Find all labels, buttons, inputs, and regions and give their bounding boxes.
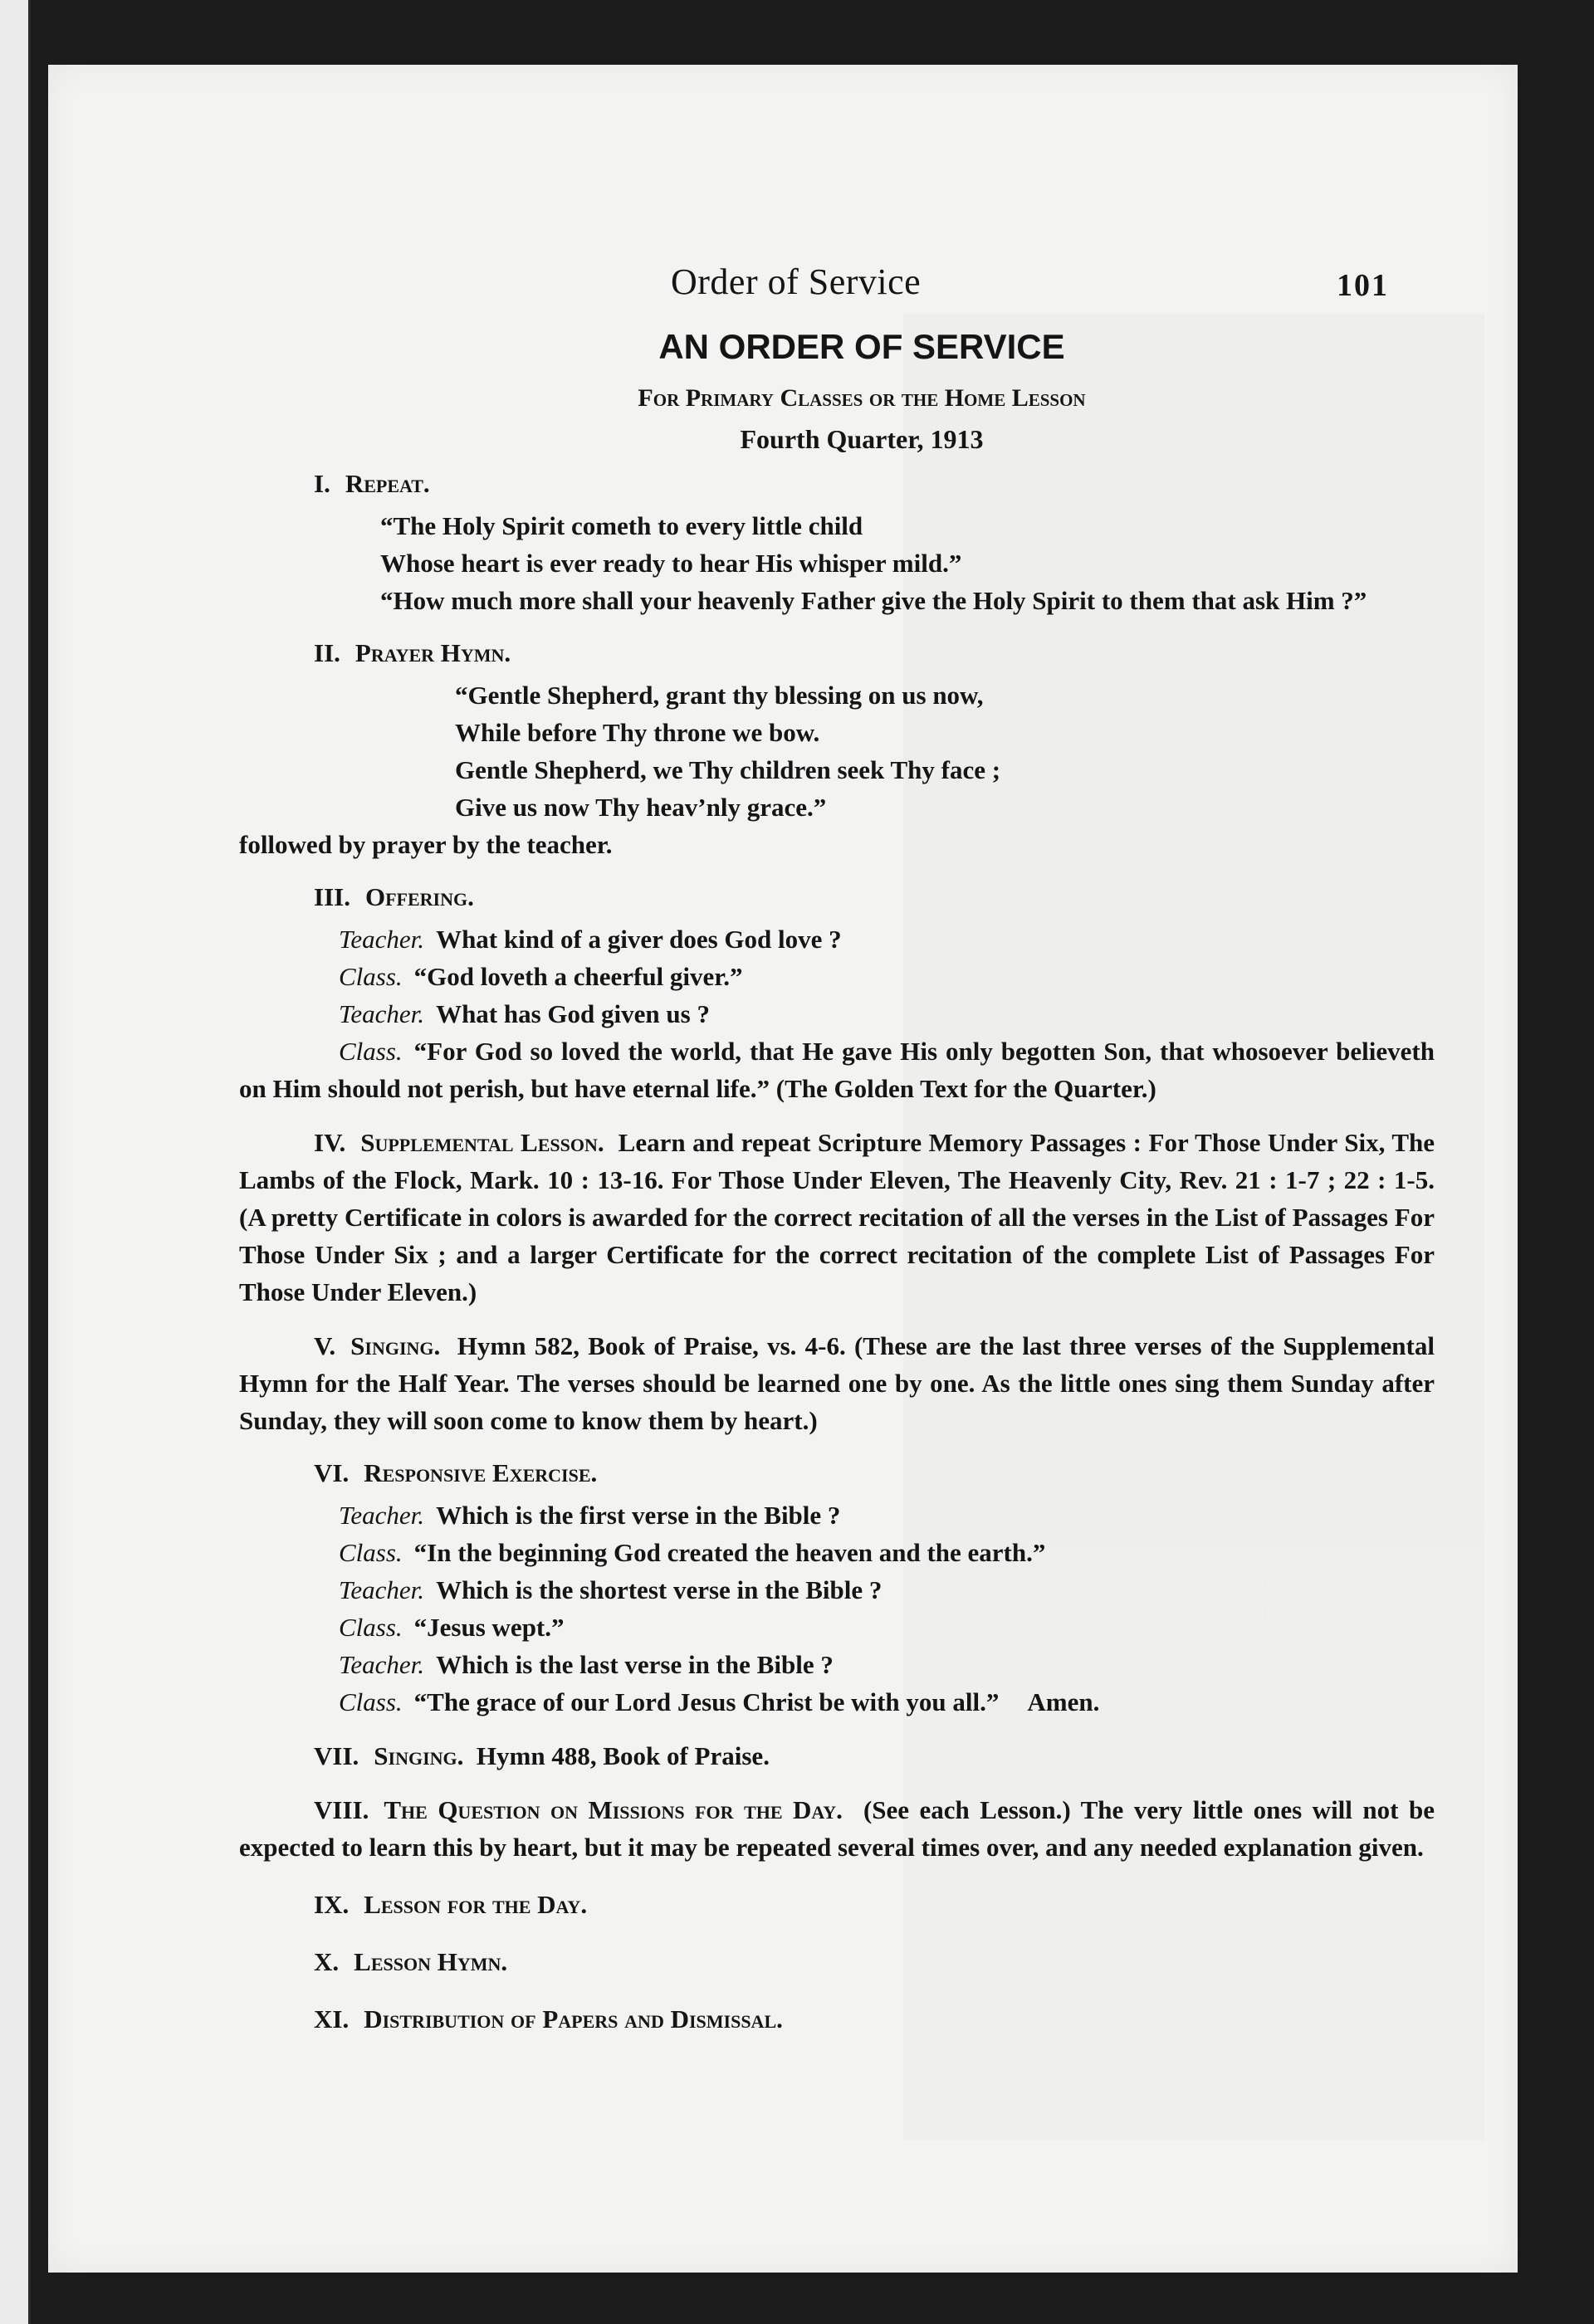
- section-heading-prayer-hymn: [314, 634, 1435, 671]
- running-head: [48, 257, 1518, 307]
- section-heading-repeat: [314, 465, 1435, 502]
- section-label: Singing.: [350, 1331, 441, 1360]
- section-heading-lesson: [314, 1886, 1435, 1923]
- section-singing: [239, 1327, 1435, 1439]
- section-heading-dismissal: [314, 2000, 1435, 2038]
- facing-page-edge: [0, 0, 31, 2324]
- section-number: IV.: [314, 1128, 346, 1157]
- speaker-label: Teacher.: [339, 999, 425, 1028]
- section-label: Supplemental Lesson.: [360, 1128, 604, 1157]
- section-number: III.: [314, 882, 350, 911]
- dialog-line: [339, 1609, 1435, 1646]
- hymn-line: Gentle Shepherd, we Thy children seek Thy face ;: [455, 755, 1001, 784]
- section-heading-lesson-hymn: [314, 1943, 1435, 1980]
- dialog-text: “God loveth a cheerful giver.”: [413, 962, 743, 991]
- hymn-line: While before Thy throne we bow.: [455, 718, 820, 747]
- section-text: (See each Lesson.) The very little ones will not be expected to learn this by heart, but it may be repeated several times over, and any needed explanation given.: [239, 1795, 1435, 1862]
- speaker-label: Class.: [339, 1687, 403, 1716]
- section-number: X.: [314, 1947, 340, 1976]
- quarter-label: Fourth Quarter, 1913: [740, 424, 984, 454]
- section-label: Singing.: [374, 1741, 464, 1770]
- speaker-label: Teacher.: [339, 1650, 425, 1679]
- dialog-text: Which is the last verse in the Bible ?: [436, 1650, 834, 1679]
- section-label: Distribution of Papers and Dismissal.: [364, 2004, 783, 2034]
- section-text: Hymn 582, Book of Praise, vs. 4-6. (These are the last three verses of the Supplemental Hymn for the Half Year. The verses should be learned one by one. As the little ones sing them Sunday after Sunday, they will soon come to know them by heart.): [239, 1331, 1435, 1435]
- repeat-line: “The Holy Spirit cometh to every little child: [380, 511, 863, 540]
- section-label: Offering.: [364, 882, 474, 911]
- section-number: XI.: [314, 2004, 350, 2034]
- dialog-text: “In the beginning God created the heaven and the earth.”: [413, 1538, 1046, 1567]
- speaker-label: Teacher.: [339, 1575, 425, 1604]
- dialog-text: What has God given us ?: [436, 999, 710, 1028]
- dialog-line: [339, 1646, 1435, 1683]
- book-page: [48, 65, 1518, 2273]
- page-body: [239, 324, 1435, 2041]
- section-label: Lesson Hymn.: [354, 1947, 508, 1976]
- dialog-line: [339, 995, 1435, 1033]
- speaker-label: Class.: [339, 1037, 403, 1066]
- speaker-label: Class.: [339, 1538, 403, 1567]
- responsive-dialog: [239, 1496, 1435, 1721]
- section-heading-offering: [314, 878, 1435, 915]
- dialog-paragraph: [239, 1033, 1435, 1107]
- section-number: VII.: [314, 1741, 359, 1770]
- page-subtitle: For Primary Classes or the Home Lesson: [638, 384, 1086, 412]
- running-title: Order of Service: [671, 261, 922, 302]
- dialog-text: Which is the shortest verse in the Bible ?: [436, 1575, 883, 1604]
- section-text: Learn and repeat Scripture Memory Passages : For Those Under Six, The Lambs of the Flock, Mark. 10 : 13-16. For Those Under Eleven, The Heavenly City, Rev. 21 : 1-7 ; 22 : 1-5. (A pretty Certificate in colors is awarded for the correct recitation of all the verses in the List of Passages For Those Under Six ; and a larger Certificate for the correct recitation of the complete List of Passages For Those Under Eleven.): [239, 1128, 1435, 1306]
- page-title: AN ORDER OF SERVICE: [658, 327, 1065, 366]
- section-singing-hymn-488: [239, 1737, 1435, 1775]
- section-number: II.: [314, 638, 340, 667]
- section-number: I.: [314, 469, 330, 498]
- prayer-note: followed by prayer by the teacher.: [239, 830, 613, 859]
- section-missions-question: [239, 1791, 1435, 1866]
- dialog-line: [339, 1683, 1435, 1721]
- dialog-line: [339, 1496, 1435, 1534]
- speaker-label: Teacher.: [339, 1501, 425, 1530]
- section-number: IX.: [314, 1890, 350, 1919]
- section-number: VIII.: [314, 1795, 369, 1824]
- section-label: Responsive Exercise.: [364, 1458, 598, 1487]
- amen-text: Amen.: [1027, 1687, 1100, 1716]
- speaker-label: Class.: [339, 962, 403, 991]
- speaker-label: Class.: [339, 1613, 403, 1642]
- dialog-line: [339, 1571, 1435, 1609]
- section-number: VI.: [314, 1458, 350, 1487]
- section-supplemental-lesson: [239, 1124, 1435, 1311]
- dialog-line: [339, 920, 1435, 958]
- dialog-text: “The grace of our Lord Jesus Christ be with you all.”: [413, 1687, 1000, 1716]
- section-number: V.: [314, 1331, 336, 1360]
- dialog-text: Which is the first verse in the Bible ?: [436, 1501, 841, 1530]
- section-text: Hymn 488, Book of Praise.: [476, 1741, 770, 1770]
- dialog-line: [339, 958, 1435, 995]
- section-label: Lesson for the Day.: [364, 1890, 588, 1919]
- hymn-line: “Gentle Shepherd, grant thy blessing on us now,: [455, 681, 984, 710]
- hymn-line: Give us now Thy heav’nly grace.”: [455, 793, 827, 822]
- dialog-text: What kind of a giver does God love ?: [436, 925, 842, 954]
- dialog-text: “For God so loved the world, that He gave His only begotten Son, that whosoever believeth on Him should not perish, but have eternal life.” (The Golden Text for the Quarter.): [239, 1037, 1435, 1103]
- section-label: Repeat.: [345, 469, 430, 498]
- section-label: Prayer Hymn.: [354, 638, 511, 667]
- repeat-paragraph: “How much more shall your heavenly Father give the Holy Spirit to them that ask Him ?”: [380, 586, 1367, 615]
- page-number: 101: [1337, 268, 1389, 303]
- dialog-line: [339, 1534, 1435, 1571]
- section-label: The Question on Missions for the Day.: [384, 1795, 843, 1824]
- section-heading-responsive-exercise: [314, 1454, 1435, 1492]
- repeat-line: Whose heart is ever ready to hear His whisper mild.”: [380, 549, 962, 578]
- speaker-label: Teacher.: [339, 925, 425, 954]
- dialog-text: “Jesus wept.”: [413, 1613, 565, 1642]
